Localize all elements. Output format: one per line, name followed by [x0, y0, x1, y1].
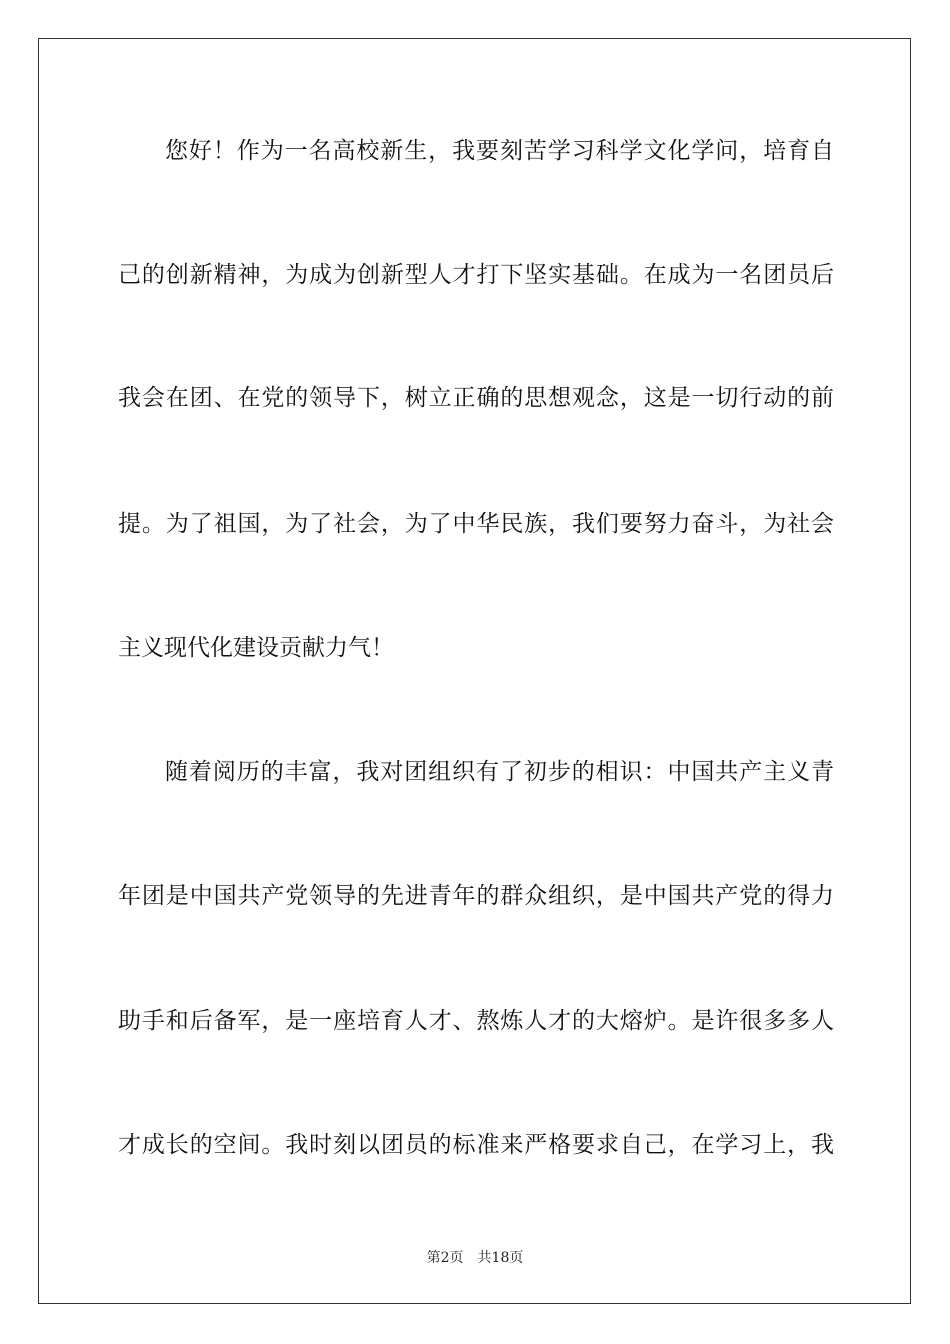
text-line: 己的创新精神，为成为创新型人才打下坚实基础。在成为一名团员后 [118, 262, 834, 288]
text-line: 年团是中国共产党领导的先进青年的群众组织，是中国共产党的得力 [118, 883, 834, 909]
text-line: 才成长的空间。我时刻以团员的标准来严格要求自己，在学习上，我 [118, 1132, 834, 1158]
text-line: 您好！作为一名高校新生，我要刻苦学习科学文化学问，培育自 [165, 138, 834, 164]
text-line: 提。为了祖国，为了社会，为了中华民族，我们要努力奋斗，为社会 [118, 511, 834, 537]
page-number: 第2页 [426, 1250, 464, 1266]
text-line: 随着阅历的丰富，我对团组织有了初步的相识：中国共产主义青 [165, 759, 834, 785]
text-line: 主义现代化建设贡献力气！ [118, 635, 394, 661]
page-total: 共18页 [477, 1250, 524, 1266]
page-frame [38, 38, 911, 1304]
text-line: 助手和后备军，是一座培育人才、熬炼人才的大熔炉。是许很多多人 [118, 1008, 834, 1034]
text-line: 我会在团、在党的领导下，树立正确的思想观念，这是一切行动的前 [118, 385, 834, 411]
page-footer [0, 1247, 950, 1267]
